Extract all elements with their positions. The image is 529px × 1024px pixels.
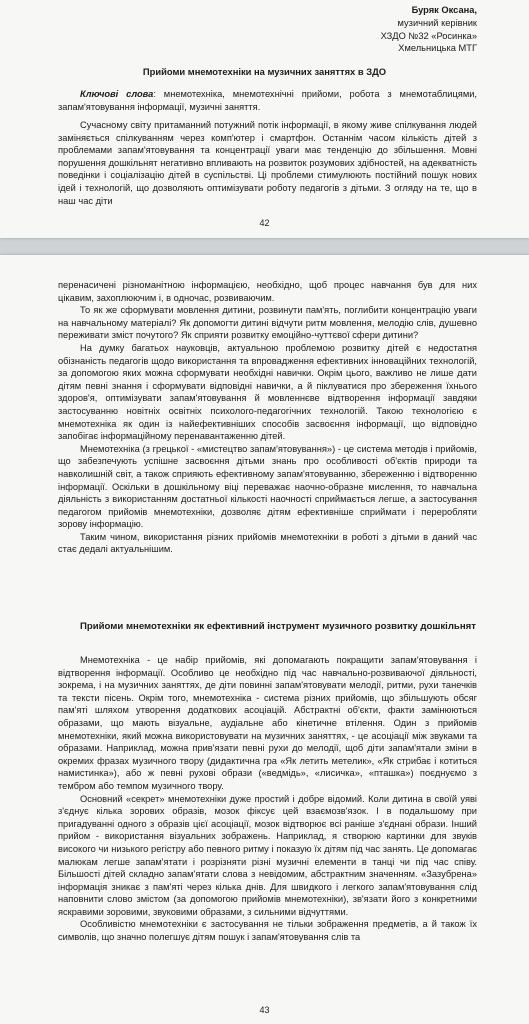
page-number: 42 [259,218,270,228]
document-page-42 [0,0,529,238]
keywords-label: Ключові слова [80,89,154,99]
document-page-43 [0,255,529,1024]
page-number: 43 [259,1005,270,1015]
intro-paragraph: Сучасному світу притаманний потужний потік інформації, в якому живе спілкування людей заміняється спілкуванням через комп'ютер і смартфон. Останнім часом кількість дітей з проблемами запам'ятовування та концентрації уваги має тенденцію до збільшення. Мовні порушення дошкільнят негативно впливають на розвиток розумових здібностей, на адекватність поведінки і соціалізацію дітей в суспільстві. Ці проблеми стимулюють постійний пошук нових ідей і технологій, що дозволяють оптимізувати роботу педагогів з дітьми. З огляду на те, що в наш час діти [58,120,477,206]
author-name: Буряк Оксана, [411,5,477,15]
author-position: музичний керівник [397,17,477,28]
paragraph: перенасичені різноманітною інформацією, необхідно, щоб процес навчання був для них цікавим, захоплюючим і, в одночас, розвиваючим. [58,280,477,303]
article-title: Прийоми мнемотехніки на музичних заняттях в ЗДО [142,66,387,77]
paragraph: На думку багатьох науковців, актуальною проблемою розвитку дітей є недостатня обізнаність педагогів щодо використання та впровадження ефективних інноваційних технологій, за допомогою яких можна сформувати необхідні навички. Окрім цього, важливо не лише дати дітям певні знання і сформувати відповідні навички, а й піклуватися про збереження їхнього здоров'я, оптимізувати запам'ятовування й мовленнєве відтворення інформації завдяки застосуванню новітніх освітніх психолого-педагогічних технологій. Такою технологією є мнемотехніка як один із найефективніших способів засвоєння інформації, що відповідно запобігає інформаційному перенавантаженню дітей. [58,342,477,442]
keywords [58,88,477,113]
paragraph: Основний «секрет» мнемотехніки дуже простий і добре відомий. Коли дитина в своїй уяві з'єднує кілька зорових образів, мозок фіксує цей взаємозв'язок. І в подальшому при пригадуванні одного з образів цієї асоціації, мозок відтворює всі раніше з'єднані образи. Інший прийом - використання візуальних зображень. Наприклад, я створюю картинки для звуків високого чи низького регістру або певного ритму і показую їх дітям під час занять. Це допомагає малюкам легше запам'ятати і розрізняти різні музичні елементи в танці чи під час співу. Більшості дітей складно запам'ятати слова з невідомим, абстрактним значенням. «Зазубрена» інформація зникає з пам'яті через кілька днів. Для швидкого і легкого запам'ятовування слід наповнити слово змістом (за допомогою прийомів мнемотехніки), зв'язати його з конкретними яскравими зоровими, звуковими образами, з сильними відчуттями. [58,793,477,917]
author-block [381,4,477,55]
paragraph: Мнемотехніка - це набір прийомів, які допомагають покращити запам'ятовування і відтворення інформації. Особливо це необхідно під час навчально-розвиваючої діяльності, зокрема, і на музичних заняттях, де діти повинні запам'ятовувати мелодії, ритми, рухи танечків та тексти пісень. Окрім того, мнемотехніка - система різних прийомів, що збільшують обсяг пам'яті шляхом утворення додаткових асоціацій. Абстрактні об'єкти, факти замінюються образами, що мають візуальне, аудіальне або кінетичне втілення. Один з прийомів мнемотехніки, який можна використовувати на музичних заняттях, - це асоціації між звуками та образами. Наприклад, можна прив'язати певні рухи до мелодії, щоб діти запам'ятали зміни в окремих фразах музичного твору (дидактична гра «Як летить метелик», «Як стрибає і котиться намистинка»), або ж певні рухові образи («ведмідь», «лисичка», «пташка») поєднуємо з тембром або темпом музичного твору. [58,655,477,791]
author-institution: ХЗДО №32 «Росинка» [380,30,477,41]
paragraph: То як же сформувати мовлення дитини, розвинути пам'ять, поглибити концентрацію уваги на навчальному матеріалі? Як допомогти дитині відчути ритм мовлення, мелодію слів, душевно переживати зміст почутого? Як сприяти розвитку емоційно-чуттєвої сфери дитини? [58,305,477,341]
page-43-text-top [58,279,477,556]
paragraph: Таким чином, використання різних прийомів мнемотехніки в роботі з дітьми в даний час стає дедалі актуальнішим. [58,531,477,555]
paragraph: Мнемотехніка (з грецької - «мистецтво запам'ятовування») - це система методів і прийомів, що забезпечують успішне засвоєння дітьми знань про особливості об'єктів природи та навколишній світ, а також сприяють ефективному запам'ятовуванню, збереженню і відтворенню інформації. Оскільки в дошкільному віці переважає наочно-образне мислення, то навчальна діяльність з використанням достатньої кількості наочності сприймається легше, а застосування педагогом прийомів мнемотехніки, дозволяє дітям ефективніше сприймати і переробляти зорову інформацію. [58,443,477,530]
paragraph: Особливістю мнемотехніки є застосування не тільки зображення предметів, а й також їх символів, що значно полегшує дітям пошук і запам'ятовування слів та [58,919,477,943]
keywords-text: : мнемотехніка, мнемотехнічні прийоми, робота з мнемотаблицями, запам'ятовування інформації, музичні заняття. [58,89,477,112]
author-city: Хмельницька МТГ [398,43,477,54]
page-43-text-bottom [58,654,477,944]
section-heading: Прийоми мнемотехніки як ефективний інструмент музичного розвитку дошкільнят [80,621,476,632]
